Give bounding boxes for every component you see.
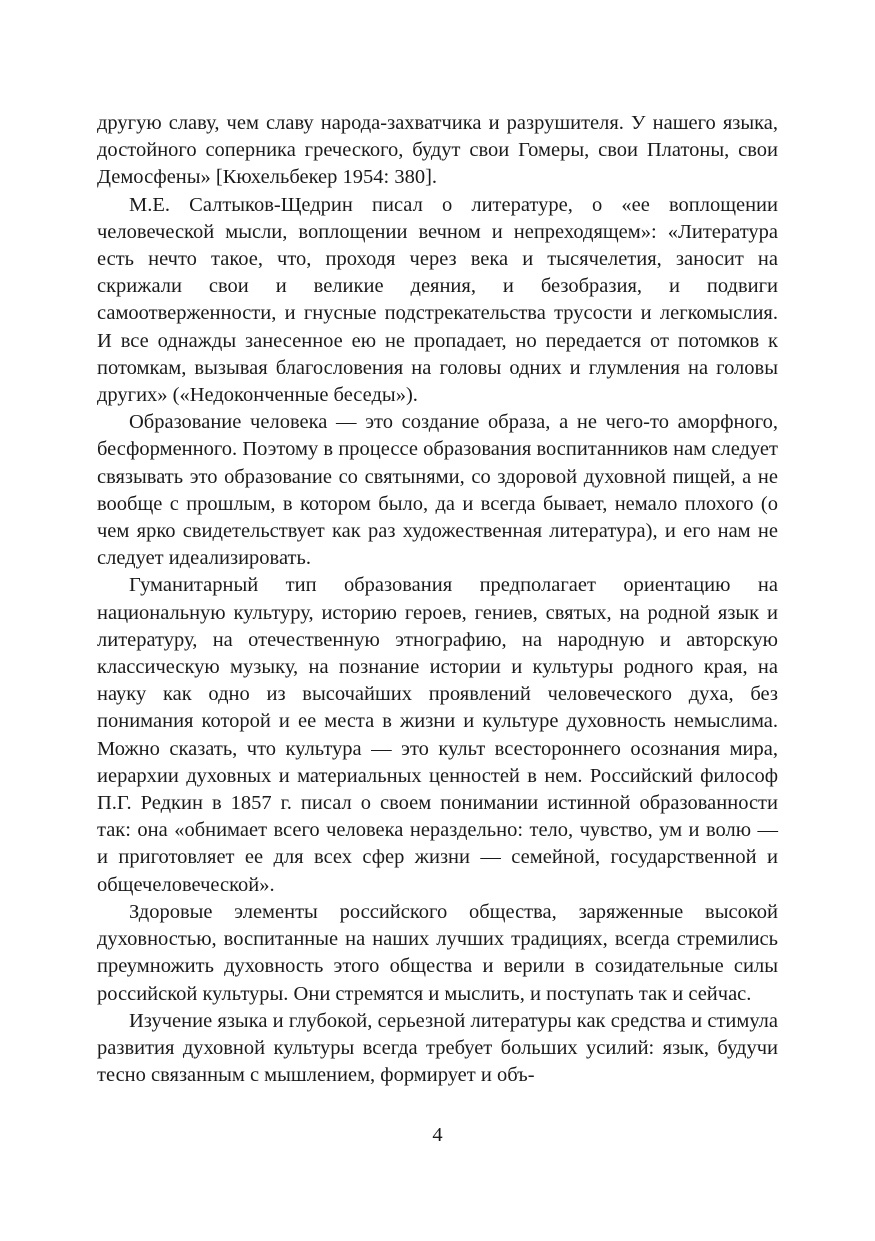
paragraph-continuation: другую славу, чем славу народа-захватчика и разрушителя. У нашего языка, достойного соперника греческого, будут свои Гомеры, свои Платоны, свои Демосфены» [Кюхельбекер 1954: 380].: [97, 112, 778, 189]
page-body: [97, 110, 778, 1089]
paragraph-saltykov-quote: М.Е. Салтыков-Щедрин писал о литературе, о «ее воплощении человеческой мысли, воплощении вечном и непреходящем»: «Литература есть нечто такое, что, проходя через века и тысячелетия, заносит на скрижали свои и великие деяния, и безобразия, и подвиги самоотверженности, и гнусные подстрекательства трусости и легкомыслия. И все однажды занесенное ею не пропадает, но передается от потомков к потомкам, вызывая благословения на головы одних и глумления на головы других» («Недоконченные беседы»).: [97, 193, 778, 407]
paragraph-language-study: Изучение языка и глубокой, серьезной литературы как средства и стимула развития духовной культуры всегда требует больших усилий: язык, будучи тесно связанным с мышлением, формирует и объ-: [97, 1009, 778, 1087]
paragraph-healthy-elements: Здоровые элементы российского общества, заряженные высокой духовностью, воспитанные на наших лучших традициях, всегда стремились преумножить духовность этого общества и верили в созидательные силы российской культуры. Они стремятся и мыслить, и поступать так и сейчас.: [97, 900, 778, 1005]
paragraph-humanitarian-type: Гуманитарный тип образования предполагает ориентацию на национальную культуру, историю героев, гениев, святых, на родной язык и литературу, на отечественную этнографию, на народную и авторскую классическую музыку, на познание истории и культуры родного края, на науку как одно из высочайших проявлений человеческого духа, без понимания которой и ее места в жизни и культуре духовность немыслима. Можно сказать, что культура — это культ всестороннего осознания мира, иерархии духовных и материальных ценностей в нем. Российский философ П.Г. Редкин в 1857 г. писал о своем понимании истинной образованности так: она «обнимает всего человека нераздельно: тело, чувство, ум и волю — и приготовляет ее для всех сфер жизни — семейной, государственной и общечеловеческой».: [97, 574, 778, 896]
page-number: 4: [432, 1124, 443, 1146]
paragraph-education-image: Образование человека — это создание образа, а не чего-то аморфного, бесформенного. Поэтому в процессе образования воспитанников нам следует связывать это образование со святынями, со здоровой духовной пищей, а не вообще с прошлым, в котором было, да и всегда бывает, немало плохого (о чем ярко свидетельствует как раз художественная литература), и его нам не следует идеализировать.: [97, 411, 778, 570]
